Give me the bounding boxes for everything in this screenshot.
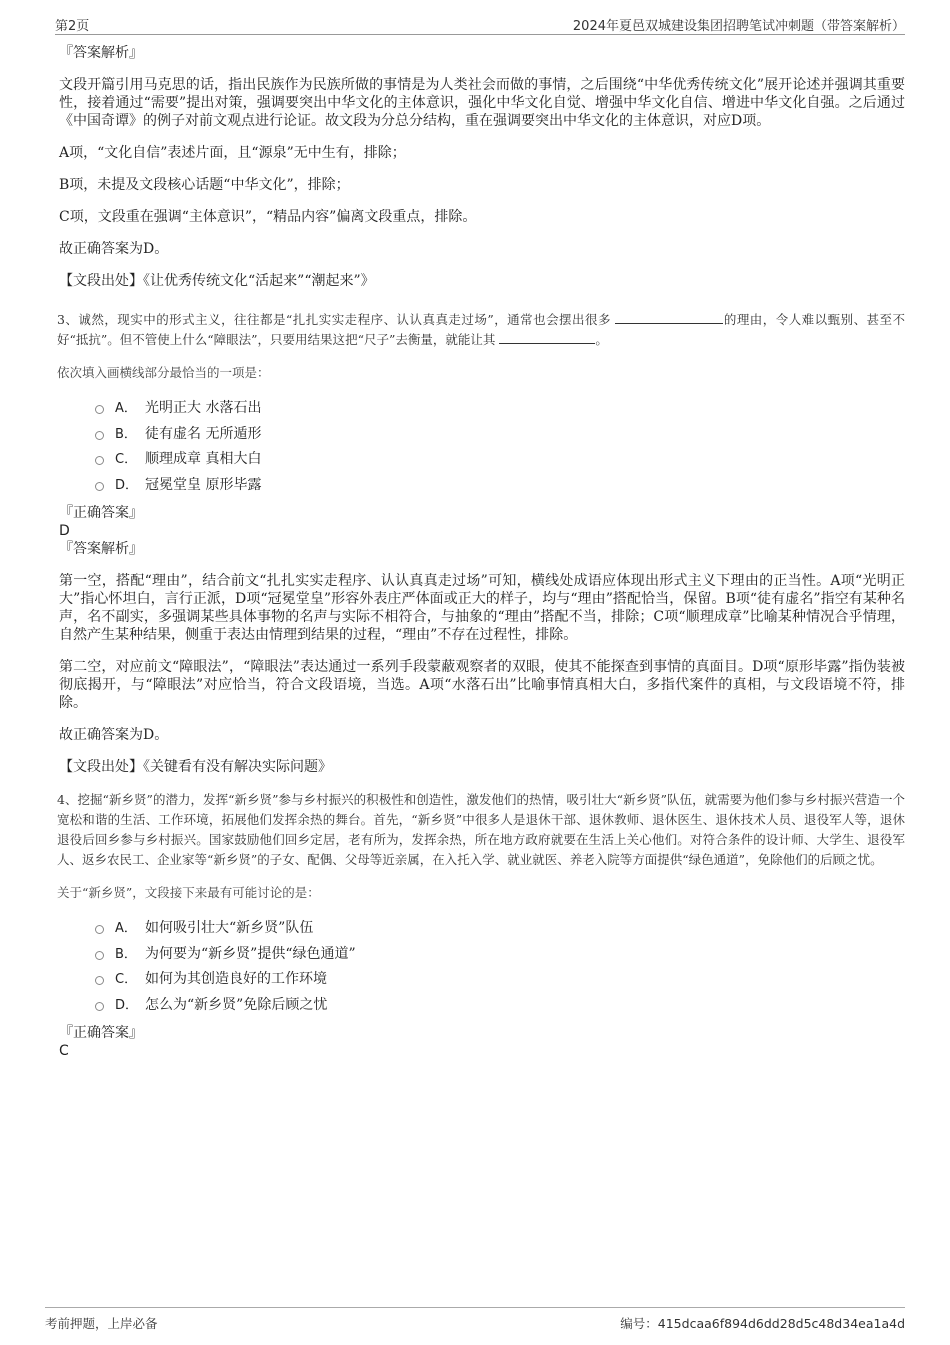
option-letter: C． — [115, 972, 138, 987]
question-3-option-a[interactable] — [95, 396, 905, 422]
option-letter: D． — [115, 477, 139, 493]
option-text: 冠冕堂皇 原形毕露 — [145, 476, 262, 493]
option-text: 光明正大 水落石出 — [145, 400, 262, 416]
analysis-option-b: B项，未提及文段核心话题“中华文化”，排除； — [59, 177, 350, 193]
source-citation: 【文段出处】《让优秀传统文化“活起来”“潮起来”》 — [59, 273, 375, 289]
question-4-options — [95, 916, 905, 1018]
analysis-paragraph-2: 第二空，对应前文“障眼法”，“障眼法”表达通过一系列手段蒙蔽观察者的双眼，使其不能探查到事情的真面目。D项“原形毕露”指伪装被彻底揭开，与“障眼法”对应恰当，符合文段语境，当选。A项“水落石出”比喻事情真相大白，多指代案件的真相，与文段语境不符，排除。 — [59, 659, 905, 711]
question-4-option-d[interactable] — [95, 993, 905, 1019]
fill-blank-1 — [615, 311, 723, 324]
option-text: 徒有虚名 无所遁形 — [145, 425, 262, 442]
analysis-conclusion: 故正确答案为D。 — [59, 241, 169, 257]
option-text: 为何要为“新乡贤”提供“绿色通道” — [145, 945, 356, 962]
page-number: 第2页 — [55, 19, 90, 34]
question-3-stem — [57, 310, 905, 350]
question-3-stem-part1: 3、诚然，现实中的形式主义，往往都是“扎扎实实走程序、认认真真走过场”，通常也会摆出很多 — [57, 312, 611, 327]
answer-label: 『正确答案』 — [59, 1025, 143, 1041]
correct-answer: D — [59, 523, 70, 539]
question-3-stem-part3: 。 — [595, 332, 608, 347]
question-3-option-d[interactable] — [95, 473, 905, 499]
question-4-option-a[interactable] — [95, 916, 905, 942]
answer-label: 『正确答案』 — [59, 505, 143, 521]
question-4-option-c[interactable] — [95, 967, 905, 993]
question-3-stem-part2: 的理由，令人难以甄别、甚至不好“抵抗”。但不管使上什么“障眼法”，只要用结果这把“尺子”去衡量，就能让其 — [57, 312, 905, 347]
option-letter: D． — [115, 997, 139, 1013]
option-text: 怎么为“新乡贤”免除后顾之忧 — [145, 996, 328, 1013]
analysis-conclusion: 故正确答案为D。 — [59, 727, 169, 743]
radio-icon[interactable] — [95, 431, 104, 440]
analysis-option-a: A项，“文化自信”表述片面，且“源泉”无中生有，排除； — [59, 145, 406, 161]
option-text: 如何吸引壮大“新乡贤”队伍 — [145, 920, 314, 936]
option-letter: A． — [115, 921, 137, 936]
question-3-option-b[interactable] — [95, 422, 905, 448]
analysis-text: 文段开篇引用马克思的话，指出民族作为民族所做的事情是为人类社会而做的事情，之后围绕“中华优秀传统文化”展开论述并强调其重要性，接着通过“需要”提出对策，强调要突出中华文化的主体意识，强化中华文化自觉、增强中华文化自信、增进中华文化自强。之后通过《中国奇谭》的例子对前文观点进行论证。故文段为分总分结构，重在强调要突出中华文化的主体意识，对应D项。 — [59, 77, 905, 129]
fill-blank-2 — [499, 331, 595, 344]
analysis-option-c: C项，文段重在强调“主体意识”，“精品内容”偏离文段重点，排除。 — [59, 209, 477, 225]
radio-icon[interactable] — [95, 1002, 104, 1011]
option-letter: B． — [115, 946, 137, 962]
option-letter: C． — [115, 452, 138, 467]
correct-answer: C — [59, 1043, 69, 1059]
radio-icon[interactable] — [95, 951, 104, 960]
radio-icon[interactable] — [95, 925, 104, 934]
page-footer — [45, 1307, 905, 1334]
radio-icon[interactable] — [95, 976, 104, 985]
option-letter: B． — [115, 426, 137, 442]
question-3-option-c[interactable] — [95, 447, 905, 473]
option-text: 如何为其创造良好的工作环境 — [145, 971, 327, 987]
radio-icon[interactable] — [95, 482, 104, 491]
page-content — [57, 44, 905, 1060]
radio-icon[interactable] — [95, 405, 104, 414]
radio-icon[interactable] — [95, 456, 104, 465]
question-4-option-b[interactable] — [95, 942, 905, 968]
document-id: 编号：415dcaa6f894d6dd28d5c48d34ea1a4d — [620, 1316, 905, 1331]
analysis-label: 『答案解析』 — [59, 45, 143, 61]
page-header — [55, 12, 905, 35]
option-letter: A． — [115, 401, 137, 416]
question-4-prompt: 关于“新乡贤”，文段接下来最有可能讨论的是： — [57, 885, 320, 900]
footer-slogan: 考前押题，上岸必备 — [45, 1316, 158, 1331]
question-4-stem: 4、挖掘“新乡贤”的潜力，发挥“新乡贤”参与乡村振兴的积极性和创造性，激发他们的热情，吸引壮大“新乡贤”队伍，就需要为他们参与乡村振兴营造一个宽松和谐的生活、工作环境，拓展他们发挥余热的舞台。首先，“新乡贤”中很多人是退休干部、退休教师、退休医生、退休技术人员、退役军人等，退休退役后回乡参与乡村振兴。国家鼓励他们回乡定居，老有所为，发挥余热，所在地方政府就要在生活上关心他们。对符合条件的设计师、大学生、退役军人、返乡农民工、企业家等“新乡贤”的子女、配偶、父母等近亲属，在入托入学、就业就医、养老入院等方面提供“绿色通道”，免除他们的后顾之忧。 — [57, 792, 905, 867]
analysis-label: 『答案解析』 — [59, 541, 143, 557]
document-title: 2024年夏邑双城建设集团招聘笔试冲刺题（带答案解析） — [572, 19, 905, 34]
analysis-paragraph-1: 第一空，搭配“理由”，结合前文“扎扎实实走程序、认认真真走过场”可知，横线处成语应体现出形式主义下理由的正当性。A项“光明正大”指心怀坦白，言行正派，D项“冠冕堂皇”形容外表庄严体面或正大的样子，均与“理由”搭配恰当，保留。B项“徒有虚名”指空有某种名声，名不副实，多强调某些具体事物的名声与实际不相符合，与抽象的“理由”搭配不当，排除；C项“顺理成章”比喻某种情况合乎情理，自然产生某种结果，侧重于表达由情理到结果的过程，“理由”不存在过程性，排除。 — [59, 573, 905, 643]
source-citation: 【文段出处】《关键看有没有解决实际问题》 — [59, 759, 332, 775]
question-3-options — [95, 396, 905, 498]
option-text: 顺理成章 真相大白 — [145, 451, 262, 467]
question-3-prompt: 依次填入画横线部分最恰当的一项是： — [57, 365, 270, 380]
